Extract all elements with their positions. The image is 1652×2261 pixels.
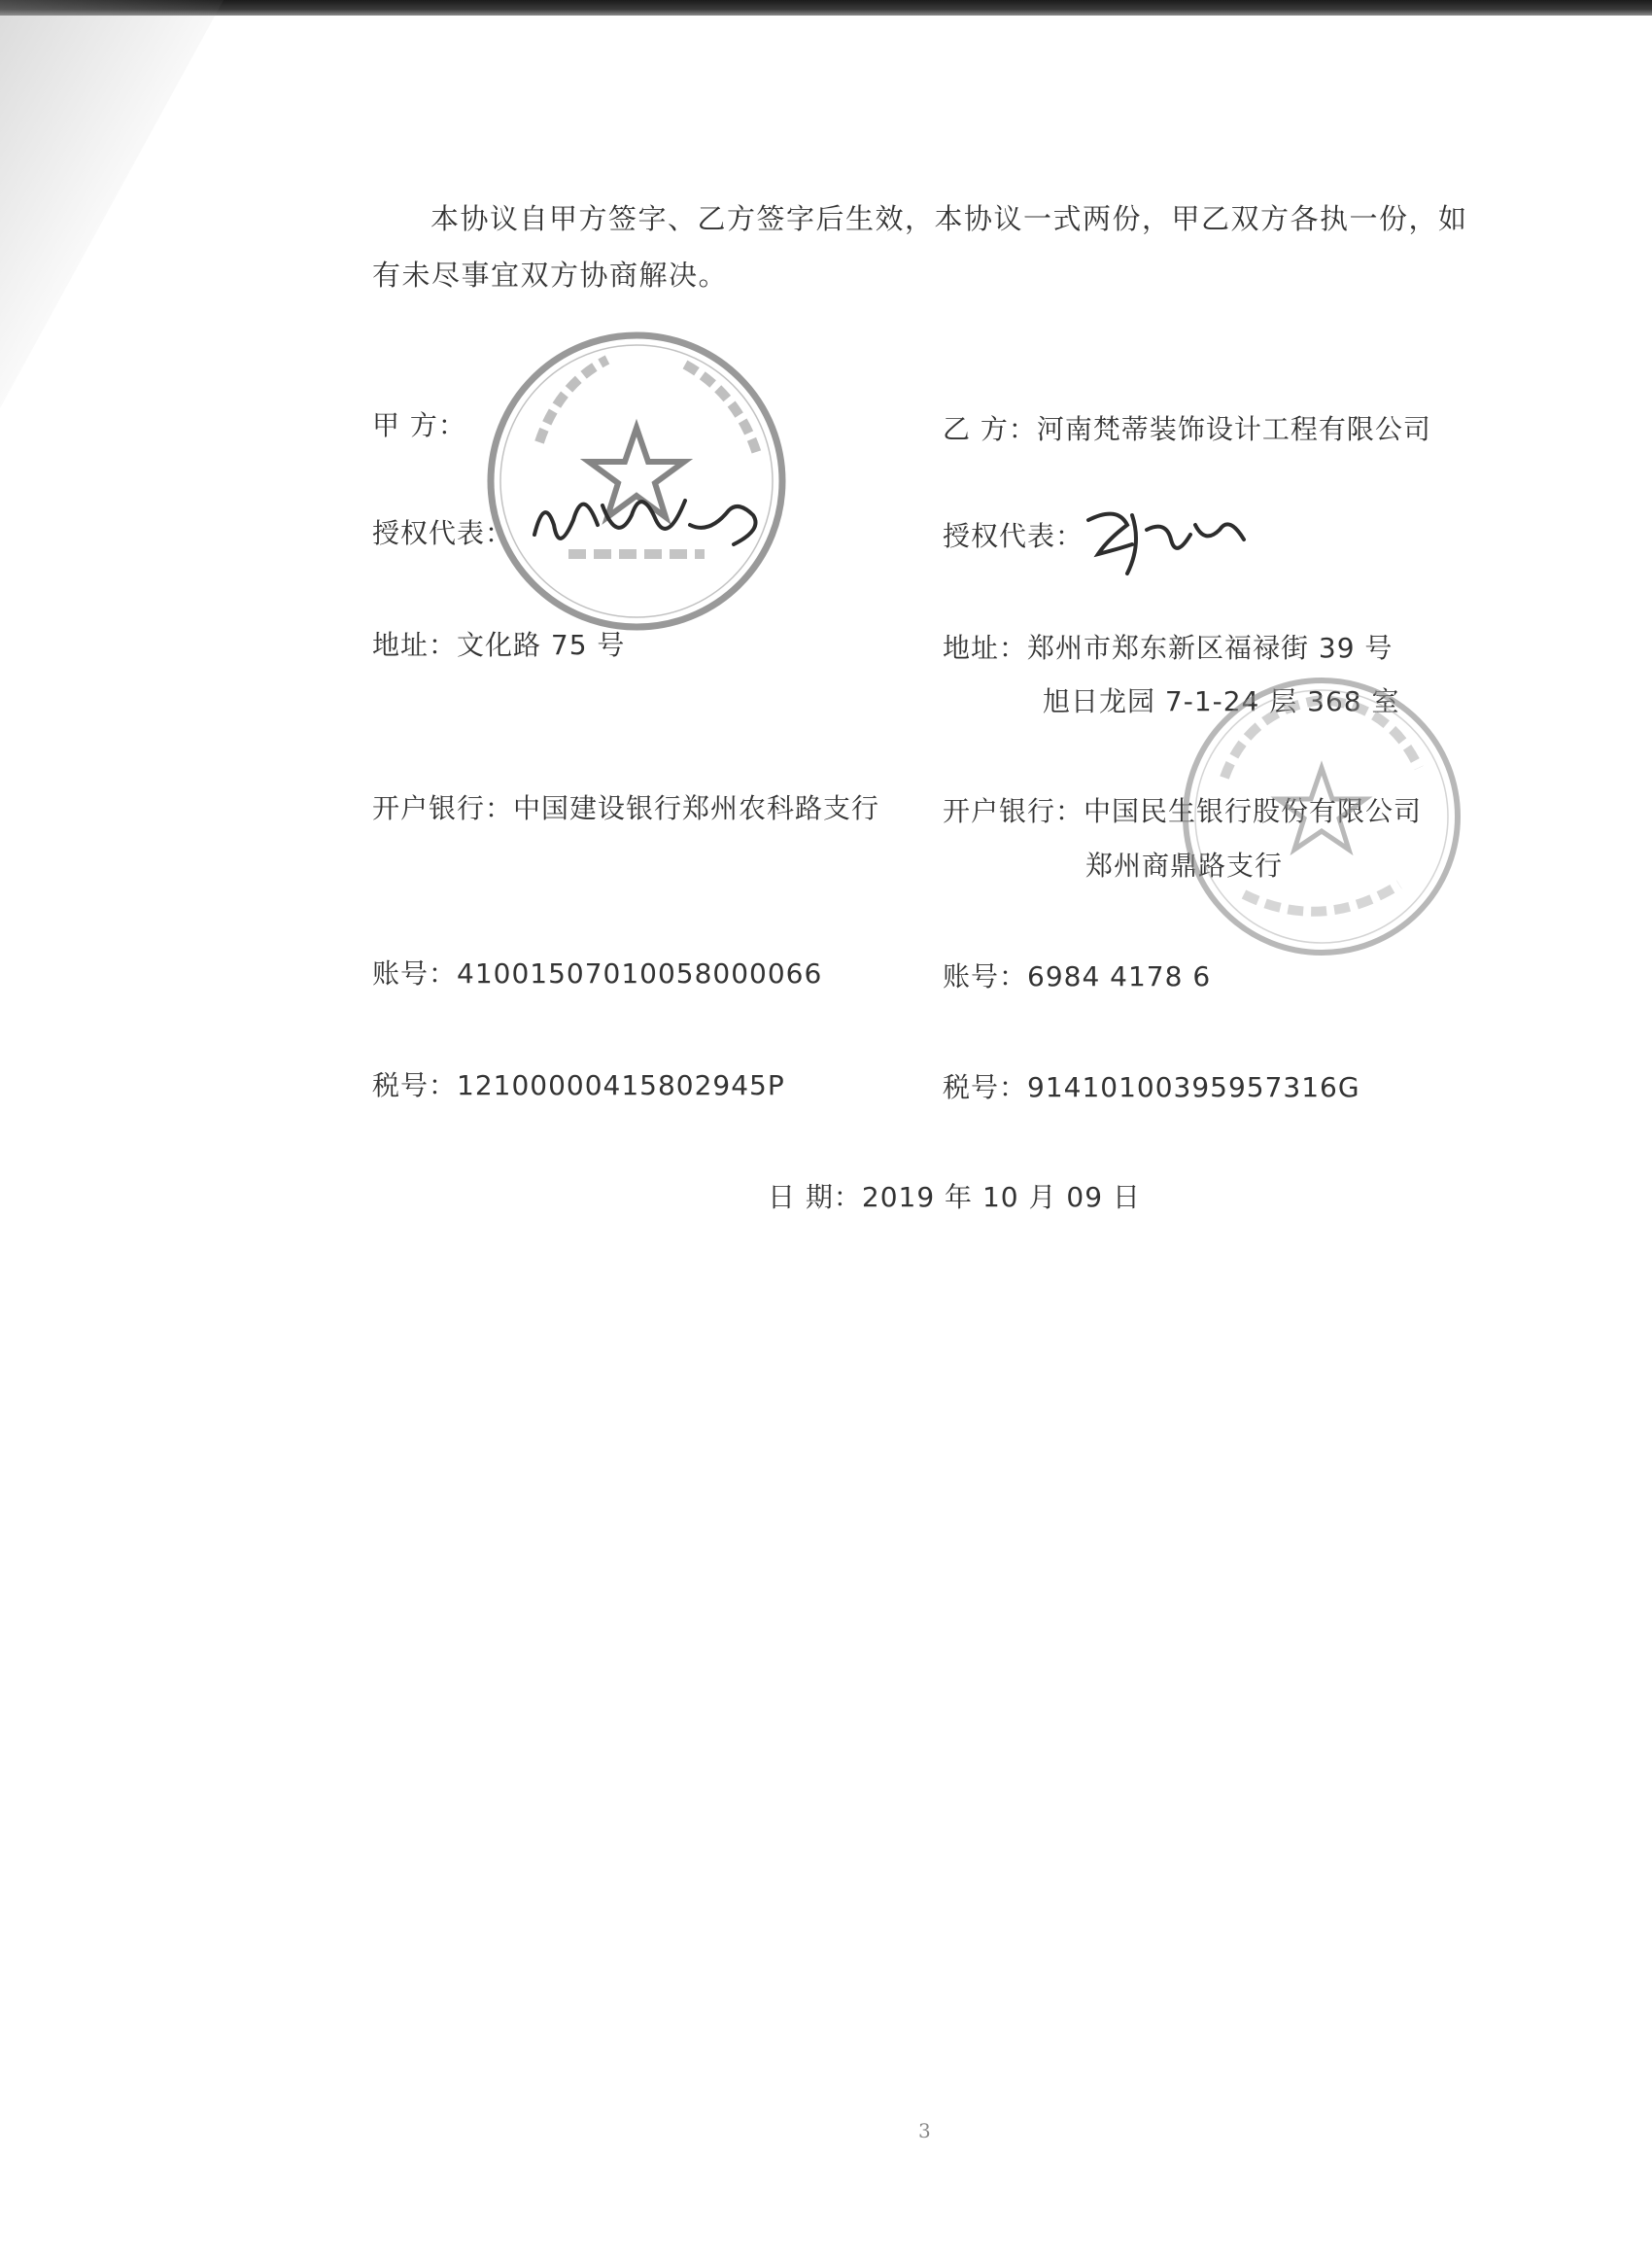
party-b-rep-label: 授权代表： — [943, 520, 1084, 552]
party-b-signature — [1079, 501, 1254, 588]
party-b-address-line1: 地址：郑州市郑东新区福禄街 39 号 — [943, 632, 1394, 664]
party-b-bank-line1: 开户银行：中国民生银行股份有限公司 — [943, 795, 1423, 827]
party-a-account: 账号：41001507010058000066 — [372, 957, 823, 990]
party-a-address: 地址：文化路 75 号 — [372, 629, 626, 661]
page-number: 3 — [918, 2119, 931, 2142]
party-a-rep-label: 授权代表： — [372, 517, 514, 549]
party-b-address-line2: 旭日龙园 7-1-24 层 368 室 — [1043, 685, 1400, 717]
party-b-bank-line2: 郑州商鼎路支行 — [1085, 850, 1284, 882]
party-a-tax-id: 税号：12100000415802945P — [372, 1069, 785, 1101]
party-a-label: 甲 方： — [372, 409, 466, 441]
agreement-paragraph: 本协议自甲方签字、乙方签字后生效，本协议一式两份，甲乙双方各执一份，如有未尽事宜双方协商解决。 — [372, 202, 1468, 292]
scan-top-edge — [0, 0, 1652, 16]
party-b-label: 乙 方：河南梵蒂装饰设计工程有限公司 — [943, 413, 1431, 445]
party-b-seal — [1176, 671, 1467, 962]
party-b-tax-id: 税号：91410100395957316G — [943, 1071, 1360, 1103]
scan-corner-shadow — [0, 0, 224, 408]
party-a-bank: 开户银行：中国建设银行郑州农科路支行 — [372, 792, 880, 824]
party-b-account: 账号：6984 4178 6 — [943, 960, 1212, 992]
signing-date: 日 期：2019 年 10 月 09 日 — [768, 1181, 1141, 1213]
party-a-signature — [525, 476, 777, 574]
